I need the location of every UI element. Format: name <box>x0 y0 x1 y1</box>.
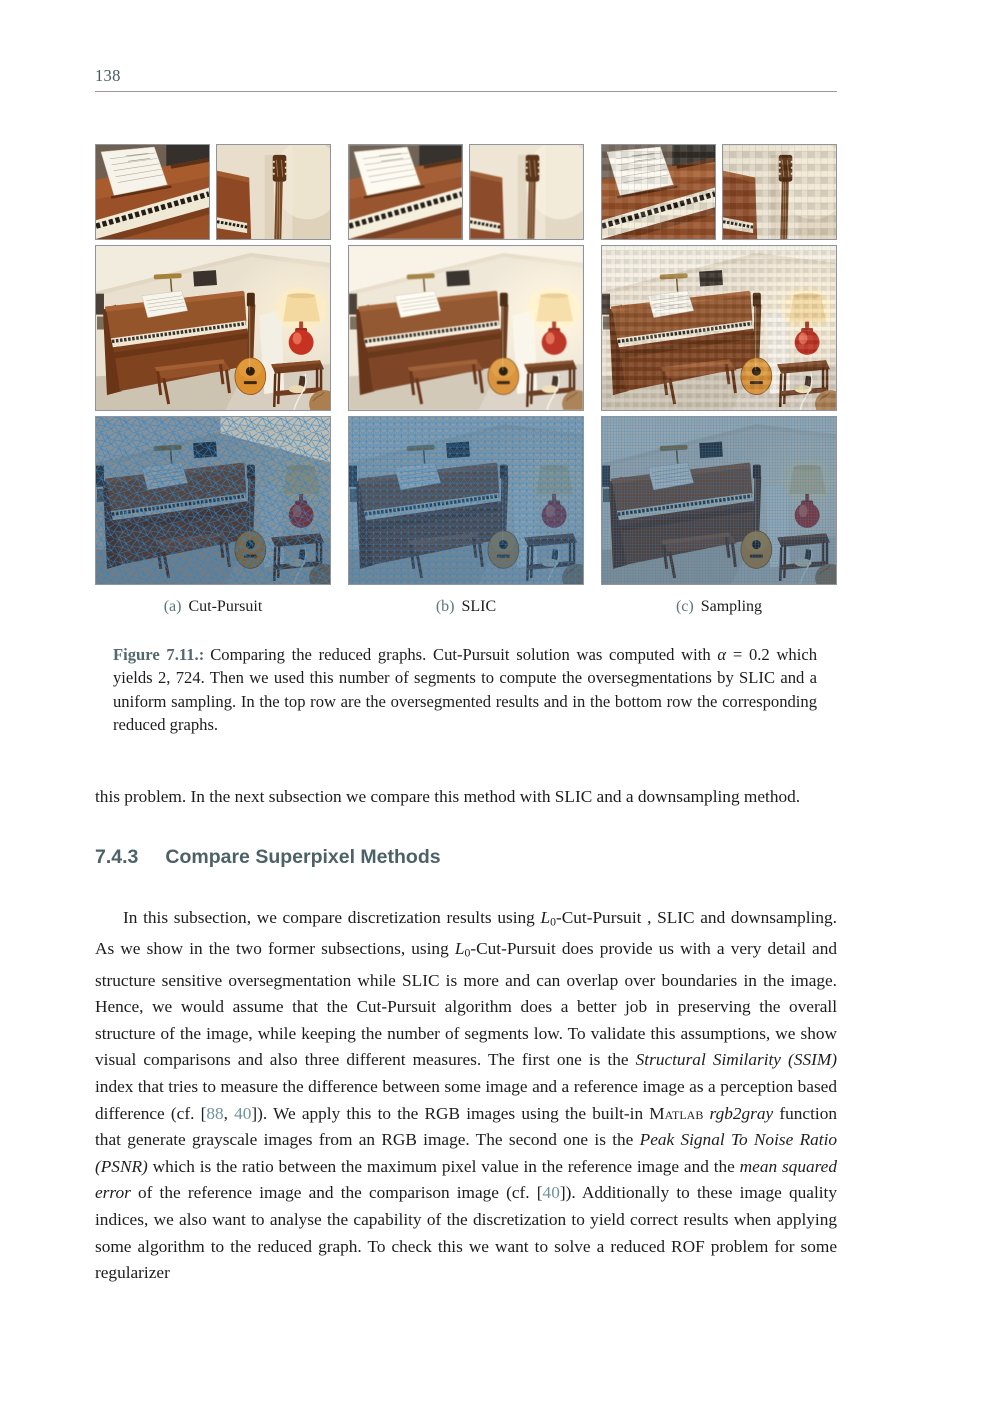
text-sub: 0 <box>464 946 471 960</box>
panel-a-guitar-closeup-image <box>216 144 331 240</box>
citation-ref-40[interactable]: 40 <box>234 1103 252 1123</box>
subcaption-a <box>95 598 331 616</box>
figure-7-11 <box>95 144 837 737</box>
panel-b-piano-closeup-image <box>348 144 463 240</box>
text-italic: mean squared error <box>95 1156 837 1203</box>
paragraph-intro <box>95 784 837 811</box>
text-plain: of the reference image and the comparison image (cf. [ <box>130 1183 543 1203</box>
section-heading <box>95 846 905 869</box>
text-math: L <box>540 908 551 928</box>
text-italic: rgb2gray <box>709 1103 774 1123</box>
panel-slic <box>348 144 584 585</box>
text-plain: In this subsection, we compare discretization results using <box>123 908 541 928</box>
figure-caption-label: Figure 7.11.: <box>113 645 205 664</box>
panel-c-reduced-graph-image <box>601 416 837 585</box>
subcaption-c-marker: (c) <box>675 598 694 615</box>
text-plain: ]). We apply this to the RGB images using the built-in <box>251 1103 650 1123</box>
text-plain: index that tries to measure the difference between some image and a reference image as a perception based difference (cf. [ <box>95 1076 837 1123</box>
text-plain: Comparing the reduced graphs. Cut-Pursuit solution was computed with <box>210 645 718 664</box>
citation-ref-40[interactable]: 40 <box>542 1183 560 1203</box>
subcaption-c <box>601 598 837 616</box>
text-italic: Structural Similarity (SSIM) <box>635 1050 837 1070</box>
text-plain: = 0.2 which yields 2, 724. Then we used this number of segments to compute the oversegmentations by SLIC and a uniform sampling. In the top row are the oversegmented results and in the bottom row the corresponding reduced graphs. <box>113 645 817 735</box>
text-plain: function that generate grayscale images from an RGB image. The second one is the <box>95 1103 837 1150</box>
subcaption-b-marker: (b) <box>435 598 455 615</box>
figure-caption <box>113 643 817 737</box>
text-plain: , <box>223 1103 235 1123</box>
subcaption-b <box>348 598 584 616</box>
text-plain: which is the ratio between the maximum pixel value in the reference image and the <box>147 1156 740 1176</box>
text-plain: -Cut-Pursuit does provide us with a very detail and structure sensitive oversegmentation while SLIC is more and can overlap over boundaries in the image. Hence, we would assume that the Cut-Pursuit algorithm does a better job in preserving the overall structure of the image, while keeping the number of segments low. To validate this assumptions, we show visual comparisons and also three different measures. The first one is the <box>95 939 837 1070</box>
panel-c-piano-closeup-image <box>601 144 716 240</box>
citation-ref-88[interactable]: 88 <box>206 1103 224 1123</box>
panel-b-scene-image <box>348 245 584 411</box>
panel-sampling <box>601 144 837 585</box>
subcaption-a-label: Cut-Pursuit <box>188 598 263 615</box>
text-math: L <box>454 939 465 959</box>
text-plain: -Cut-Pursuit , SLIC and downsampling. As we show in the two former subsections, using <box>95 908 837 959</box>
text-plain: this problem. In the next subsection we compare this method with SLIC and a downsampling method. <box>95 786 801 806</box>
page-number: 138 <box>95 66 121 85</box>
panel-a-piano-closeup-image <box>95 144 210 240</box>
panel-b-guitar-closeup-image <box>469 144 584 240</box>
subcaption-a-marker: (a) <box>163 598 182 615</box>
text-italic: Peak Signal To Noise Ratio (PSNR) <box>95 1130 838 1176</box>
text-italic: α <box>717 645 727 664</box>
figure-subcaptions <box>95 598 837 616</box>
header-rule <box>95 91 837 92</box>
panel-b-reduced-graph-image <box>348 416 584 585</box>
panel-c-guitar-closeup-image <box>722 144 837 240</box>
subcaption-c-label: Sampling <box>700 598 763 615</box>
text-sub: 0 <box>550 915 556 929</box>
paragraph-body <box>95 905 837 1286</box>
panel-a-reduced-graph-image <box>95 416 331 585</box>
panel-cut-pursuit <box>95 144 331 585</box>
figure-caption-text <box>113 645 817 734</box>
section-number: 7.4.3 <box>95 846 139 869</box>
panel-c-scene-image <box>601 245 837 411</box>
text-smallcaps: Matlab <box>649 1103 704 1123</box>
section-title: Compare Superpixel Methods <box>165 846 441 869</box>
subcaption-b-label: SLIC <box>461 598 497 615</box>
text-plain: ]). Additionally to these image quality indices, we also want to analyse the capability of the discretization to yield correct results when applying some algorithm to the reduced graph. To check this we want to solve a reduced ROF problem for some regularizer <box>95 1183 837 1283</box>
panel-a-scene-image <box>95 245 331 411</box>
